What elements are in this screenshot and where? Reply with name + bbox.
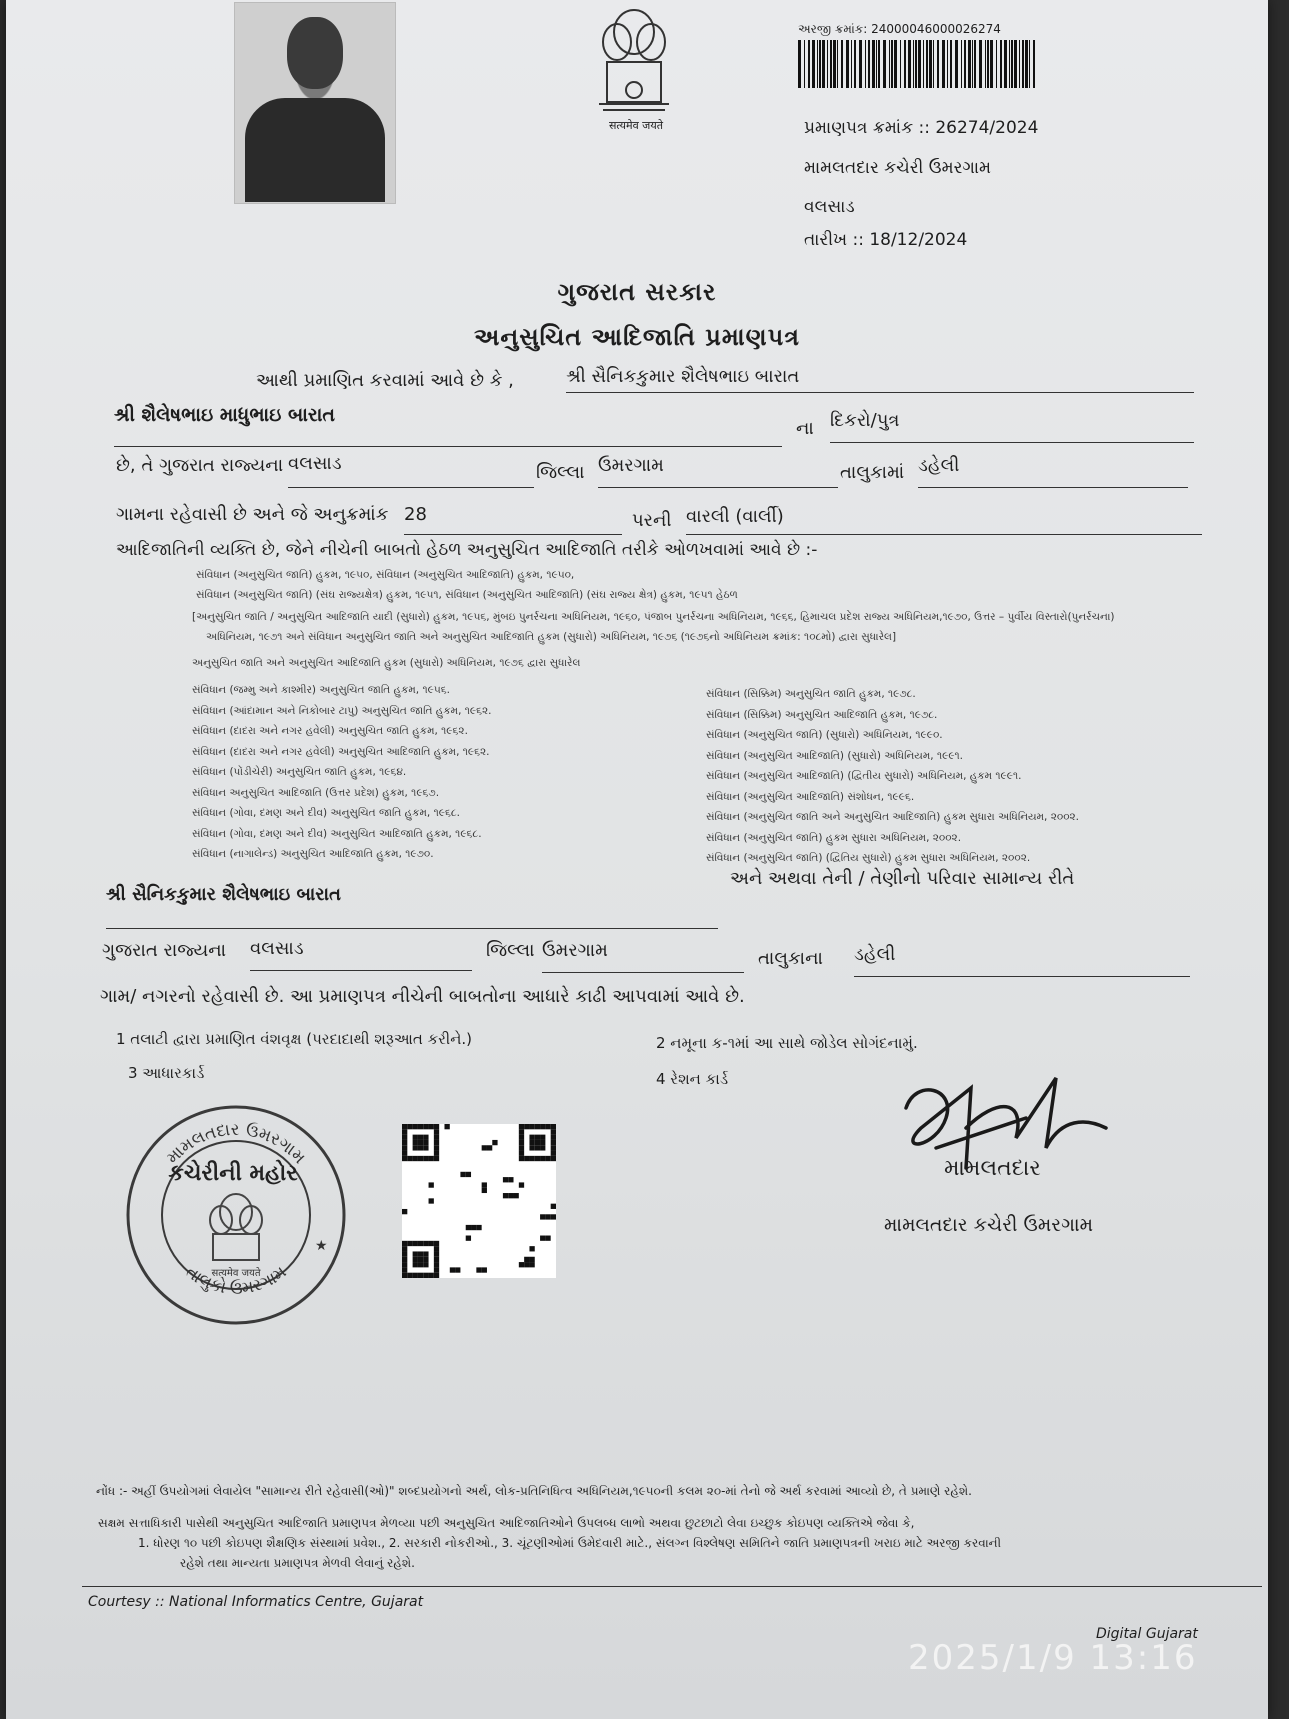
issuing-district: વલસાડ <box>804 197 855 217</box>
taluka-label: તાલુકામાં <box>840 462 905 483</box>
orders-right-item: સંવિધાન (અનુસુચિત જાતિ) હુકમ સુધારા અધિનિયમ, ૨૦૦૨. <box>706 831 962 844</box>
document-item: 2 નમૂના ક-૧માં આ સાથે જોડેલ સોગંદનામું. <box>656 1034 918 1052</box>
note-2: સક્ષમ સત્તાધિકારી પાસેથી અનુસુચિત આદિજાતિ પ્રમાણપત્ર મેળવ્યા પછી અનુસુચિત આદિજાતિઓને ઉપલબ્ધ લાભો અથવા છુટછાટો લેવા ઇચ્છુક કોઇપણ વ્યક્તિએ જેવા કે, <box>98 1516 915 1530</box>
orders-left-list <box>192 680 492 865</box>
note-1: નોંધ :- અહીં ઉપયોગમાં લેવાયેલ "સામાન્ય રીતે રહેવાસી(ઓ)" શબ્દપ્રયોગનો અર્થ, લોક-પ્રતિનિધિત્વ અધિનિયમ,૧૯૫૦ની કલમ ૨૦-માં તેનો જે અર્થ કરવામાં આવ્યો છે, તે પ્રમાણે રહેશે. <box>96 1484 972 1498</box>
orders-right-item: સંવિધાન (અનુસુચિત આદિજાતિ) (સુધારો) અધિનિયમ, ૧૯૯૧. <box>706 749 964 762</box>
qr-code[interactable] <box>402 1124 556 1278</box>
application-number: અરજી ક્રમાંક: 24000046000026274 <box>798 22 1001 36</box>
government-title: ગુજરાત સરકાર <box>557 278 717 306</box>
district-label: જિલ્લા <box>536 462 585 483</box>
orders-left-item: સંવિધાન અનુસુચિત આદિજાતિ (ઉત્તર પ્રદેશ) હુકમ, ૧૯૬૭. <box>192 786 440 799</box>
seal-bottom-text: તાલુકો ઉમરગામ <box>181 1262 291 1299</box>
photo-timestamp: 2025/1/9 13:16 <box>908 1638 1198 1678</box>
orders-right-item: સંવિધાન (સિક્કિમ) અનુસુચિત આદિજાતિ હુકમ, ૧૯૭૮. <box>706 708 938 721</box>
family-state-label: ગુજરાત રાજ્યના <box>102 940 227 961</box>
document-item: 3 આધારકાર્ડ <box>128 1064 205 1082</box>
relation: દિકરો/પુત્ર <box>830 410 1194 443</box>
of-label: ના <box>796 418 814 439</box>
applicant-name: શ્રી સૈનિકકુમાર શૈલેષભાઇ બારાત <box>566 366 1194 393</box>
intro-text: આથી પ્રમાણિત કરવામાં આવે છે કે , <box>256 370 514 391</box>
applicant-photo <box>234 2 396 204</box>
district-value: વલસાડ <box>288 453 534 488</box>
family-district: વલસાડ <box>250 938 472 971</box>
orders-left-item: સંવિધાન (આંદામાન અને નિકોબાર ટાપુ) અનુસુચિત જાતિ હુકમ, ૧૯૬૨. <box>192 704 492 717</box>
orders-right-item: સંવિધાન (અનુસુચિત જાતિ) (દ્વિતિય સુધારો) હુકમ સુધારા અધિનિયમ, ૨૦૦૨. <box>706 852 1031 864</box>
family-applicant-name: શ્રી સૈનિકકુમાર શૈલેષભાઇ બારાત <box>106 884 718 929</box>
certificate-number: પ્રમાણપત્ર ક્રમાંક :: 26274/2024 <box>804 118 1039 138</box>
orders-intro-4: અધિનિયમ, ૧૯૭૧ અને સંવિધાન અનુસુચિત જાતિ અને અનુસુચિત આદિજાતિ હુકમ (સુધારો) અધિનિયમ, ૧૯૭૬ (૧૯૭૬નો અધિનિયમ ક્રમાંક: ૧૦૮મો) દ્વારા સુધારેલ] <box>206 631 897 643</box>
family-district-label: જિલ્લા <box>486 940 535 961</box>
orders-intro-2: સંવિધાન (અનુસુચિત જાતિ) (સંઘ રાજ્યક્ષેત્ર) હુકમ, ૧૯૫૧, સંવિધાન (અનુસુચિત આદિજાતિ) (સંઘ રાજ્ય ક્ષેત્ર) હુકમ, ૧૯૫૧ હેઠળ <box>196 589 738 601</box>
seal-top-text: મામલતદાર ઉમરગામ <box>162 1119 310 1169</box>
orders-right-list <box>706 684 1079 869</box>
orders-left-item: સંવિધાન (દાદરા અને નગર હવેલી) અનુસુચિત જાતિ હુકમ, ૧૯૬૨. <box>192 725 468 737</box>
father-name: શ્રી શૈલેષભાઇ માધુભાઇ બારાત <box>114 404 782 447</box>
star-icon: ★ <box>315 1238 328 1254</box>
issuing-office: મામલતદાર કચેરી ઉમરગામ <box>804 158 992 178</box>
on-label: પરની <box>632 510 672 531</box>
tribe-text: આદિજાતિની વ્યક્તિ છે, જેને નીચેની બાબતો હેઠળ અનુસુચિત આદિજાતિ તરીકે ઓળખવામાં આવે છે :- <box>116 540 818 560</box>
village-value: ડહેલી <box>918 455 1188 488</box>
emblem-motto: सत्यमेव जयते <box>608 119 663 132</box>
office-seal <box>121 1100 351 1330</box>
orders-left-item: સંવિધાન (ગોવા, દમણ અને દીવ) અનુસુચિત આદિજાતિ હુકમ, ૧૯૬૮. <box>192 827 482 840</box>
orders-left-item: સંવિધાન (દાદરા અને નગર હવેલી) અનુસુચિત આદિજાતિ હુકમ, ૧૯૬૨. <box>192 745 490 758</box>
family-suffix: અને અથવા તેની / તેણીનો પરિવાર સામાન્ય રીતે <box>730 868 1075 889</box>
note-4: રહેશે તથા માન્યતા પ્રમાણપત્ર મેળવી લેવાનું રહેશે. <box>180 1556 415 1570</box>
family-closing: ગામ/ નગરનો રહેવાસી છે. આ પ્રમાણપત્ર નીચેની બાબતોના આધારે કાઢી આપવામાં આવે છે. <box>100 986 745 1007</box>
family-taluka: ઉમરગામ <box>542 940 744 973</box>
signatory-office: મામલતદાર કચેરી ઉમરગામ <box>884 1214 1094 1236</box>
orders-left-item: સંવિધાન (નાગાલેન્ડ) અનુસુચિત આદિજાતિ હુકમ, ૧૯૭૦. <box>192 848 434 860</box>
barcode <box>796 40 1042 88</box>
taluka-value: ઉમરગામ <box>598 455 838 488</box>
orders-right-item: સંવિધાન (અનુસુચિત જાતિ અને અનુસુચિત આદિજાતિ) હુકમ સુધારા અધિનિયમ, ૨૦૦૨. <box>706 811 1080 823</box>
national-emblem-icon <box>589 4 679 132</box>
orders-right-item: સંવિધાન (સિક્કિમ) અનુસુચિત જાતિ હુકમ, ૧૯૭૮. <box>706 688 916 700</box>
tribe-name: વારલી (વાર્લી) <box>686 506 1202 535</box>
orders-intro-1: સંવિધાન (અનુસુચિત જાતિ) હુકમ, ૧૯૫૦, સંવિધાન (અનુસુચિત આદિજાતિ) હુકમ, ૧૯૫૦, <box>196 569 575 581</box>
serial-number: 28 <box>404 504 622 535</box>
courtesy-text: Courtesy :: National Informatics Centre, Gujarat <box>88 1594 424 1610</box>
orders-right-item: સંવિધાન (અનુસુચિત આદિજાતિ) (દ્વિતીય સુધારો) અધિનિયમ, હુકમ ૧૯૯૧. <box>706 770 1022 782</box>
family-taluka-label: તાલુકાના <box>758 948 823 969</box>
resident-text: ગામના રહેવાસી છે અને જે અનુક્રમાંક <box>116 504 389 525</box>
seal-motto: सत्यमेव जयते <box>211 1268 261 1279</box>
signatory-designation: મામલતદાર <box>944 1156 1041 1181</box>
certificate-page <box>6 0 1268 1719</box>
document-item: 1 તલાટી દ્વારા પ્રમાણિત વંશવૃક્ષ (પરદાદાથી શરૂઆત કરીને.) <box>116 1030 473 1048</box>
digital-gujarat-text: Digital Gujarat <box>1096 1626 1198 1642</box>
certificate-title: અનુસુચિત આદિજાતિ પ્રમાણપત્ર <box>474 323 800 351</box>
issue-date: તારીખ :: 18/12/2024 <box>804 230 968 250</box>
orders-left-item: સંવિધાન (જમ્મુ અને કાશ્મીર) અનુસુચિત જાતિ હુકમ, ૧૯૫૬. <box>192 684 450 696</box>
seal-center-text: કચેરીની મહોર <box>168 1161 298 1186</box>
document-item: 4 રેશન કાર્ડ <box>656 1070 729 1088</box>
orders-left-item: સંવિધાન (પોંડીચેરી) અનુસુચિત જાતિ હુકમ, ૧૯૬૪. <box>192 766 407 778</box>
family-village: ડહેલી <box>854 944 1190 977</box>
state-prefix: છે, તે ગુજરાત રાજ્યના <box>116 455 284 476</box>
orders-intro-5: અનુસુચિત જાતિ અને અનુસુચિત આદિજાતિ હુકમ (સુધારો) અધિનિયમ, ૧૯૭૬ દ્વારા સુધારેલ <box>192 657 581 669</box>
orders-right-item: સંવિધાન (અનુસુચિત જાતિ) (સુધારો) અધિનિયમ, ૧૯૯૦. <box>706 729 943 741</box>
orders-intro-3: [અનુસુચિત જાતિ / અનુસુચિત આદિજાતિ યાદી (સુધારો) હુકમ, ૧૯૫૬, મુંબઇ પુનર્રચના અધિનિયમ, ૧૯૬૦, પંજાબ પુનર્રચના અધિનિયમ, ૧૯૬૬, હિમાચલ પ્રદેશ રાજ્ય અધિનિયમ,૧૯૭૦, ઉત્તર – પુર્વીય વિસ્તારો(પુનર્રચના) <box>192 611 1115 623</box>
note-3: 1. ધોરણ ૧૦ પછી કોઇપણ શૈક્ષણિક સંસ્થામાં પ્રવેશ., 2. સરકારી નોકરીઓ., 3. ચૂંટણીઓમાં ઉમેદવારી માટે., સંલગ્ન વિશ્લેષણ સમિતિને જાતિ પ્રમાણપત્રની ખરાઇ માટે અરજી કરવાની <box>138 1536 1002 1550</box>
orders-left-item: સંવિધાન (ગોવા, દમણ અને દીવ) અનુસુચિત જાતિ હુકમ, ૧૯૬૮. <box>192 807 460 819</box>
orders-right-item: સંવિધાન (અનુસુચિત આદિજાતિ) સંશોધન, ૧૯૯૬. <box>706 790 915 803</box>
